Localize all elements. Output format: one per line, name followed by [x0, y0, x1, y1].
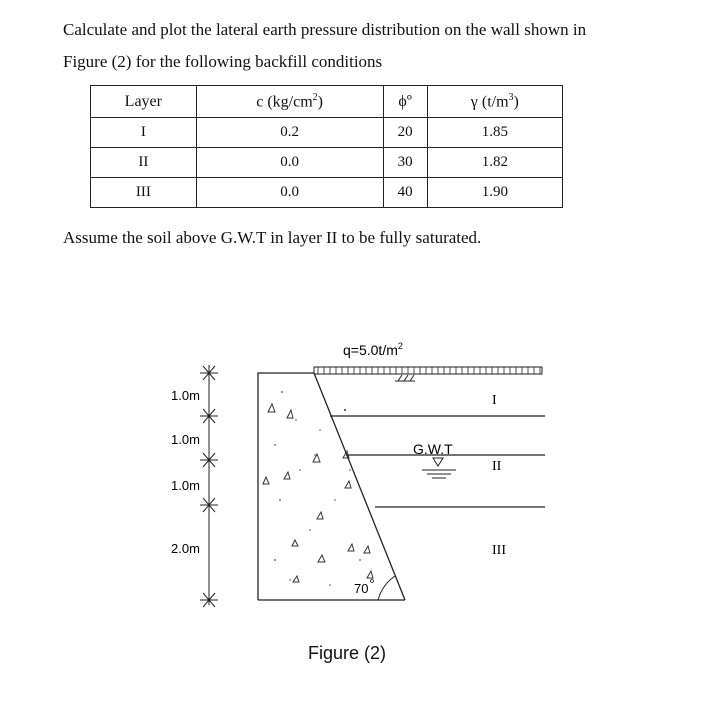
cell-friction-angle: 20: [383, 118, 427, 148]
surcharge-label-exponent: 2: [397, 341, 403, 351]
cell-layer: II: [91, 148, 197, 178]
cell-cohesion: 0.0: [196, 148, 383, 178]
layer-label-I: I: [492, 393, 497, 408]
cell-friction-angle: 30: [383, 148, 427, 178]
dimension-label-1: 1.0m: [171, 388, 200, 403]
degree-symbol: [371, 580, 374, 583]
angle-arc: [378, 576, 395, 600]
ground-surface-symbol: [395, 375, 415, 381]
header-cohesion-exponent: 2: [312, 91, 318, 103]
header-friction-angle: ϕº: [383, 86, 427, 118]
surcharge-hatch: [318, 367, 540, 374]
layer-label-III: III: [492, 543, 506, 558]
surcharge-label-text: q=5.0t/m: [343, 342, 398, 358]
header-layer: Layer: [91, 86, 197, 118]
problem-statement-line-1: Calculate and plot the lateral earth pressure distribution on the wall shown in: [63, 20, 587, 39]
dimension-label-2: 1.0m: [171, 432, 200, 447]
retaining-wall: [258, 373, 405, 600]
header-unit-weight-close: ): [513, 93, 519, 111]
cell-cohesion: 0.2: [196, 118, 383, 148]
dimension-line: [200, 365, 218, 607]
cell-unit-weight: 1.82: [427, 148, 562, 178]
header-unit-weight-exponent: 3: [508, 91, 514, 103]
assumption-text: Assume the soil above G.W.T in layer II to be fully saturated.: [63, 228, 482, 247]
gwt-symbol: [422, 458, 456, 478]
cell-cohesion: 0.0: [196, 178, 383, 208]
cell-layer: I: [91, 118, 197, 148]
surcharge-label: [343, 341, 403, 358]
figure-caption: Figure (2): [308, 643, 387, 663]
header-cohesion-text: c (kg/cm: [256, 93, 313, 111]
dimension-label-4: 2.0m: [171, 541, 200, 556]
header-cohesion-close: ): [317, 93, 323, 111]
angle-label: 70: [354, 581, 369, 596]
cell-unit-weight: 1.90: [427, 178, 562, 208]
header-unit-weight-text: γ (t/m: [470, 93, 509, 111]
layer-label-II: II: [492, 459, 502, 474]
cell-unit-weight: 1.85: [427, 118, 562, 148]
problem-statement-line-2: Figure (2) for the following backfill conditions: [63, 52, 383, 71]
cell-layer: III: [91, 178, 197, 208]
cell-friction-angle: 40: [383, 178, 427, 208]
aggregate-triangles: [263, 404, 373, 582]
gwt-label: G.W.T: [413, 441, 453, 457]
dimension-label-3: 1.0m: [171, 478, 200, 493]
